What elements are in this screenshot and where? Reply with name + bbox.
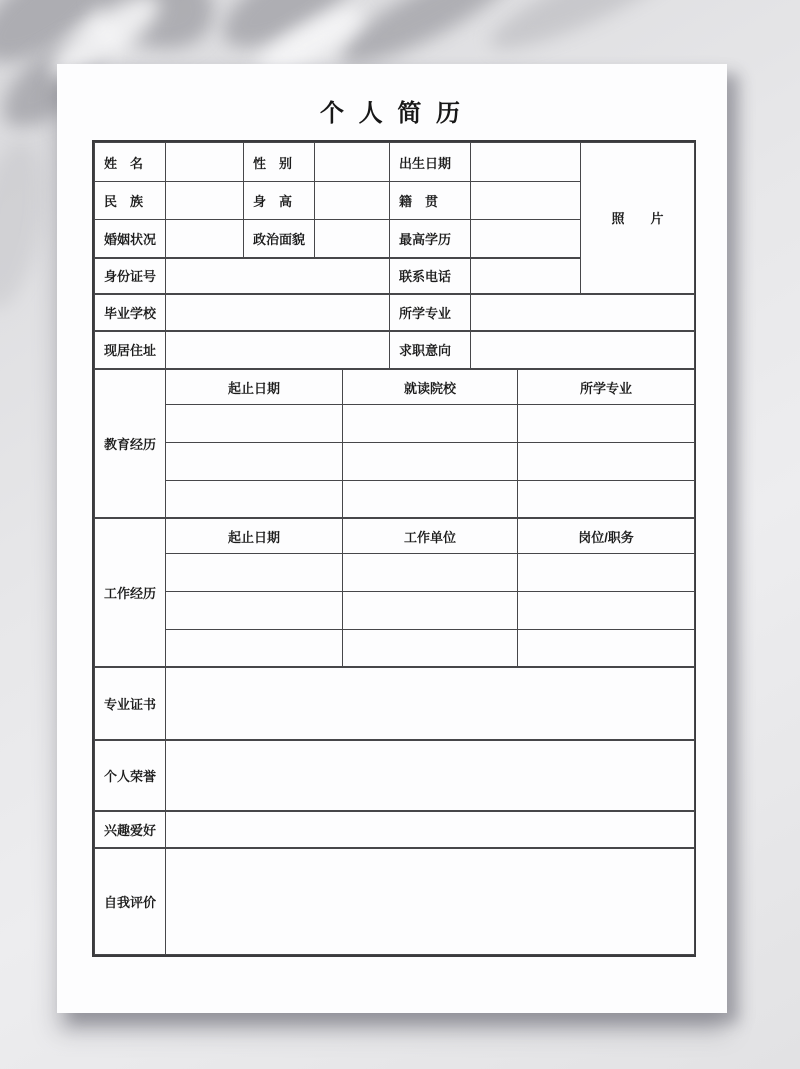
birthdate-value-cell bbox=[471, 143, 581, 182]
work-row-company-cell bbox=[343, 630, 518, 667]
edu-row-dates-cell bbox=[166, 481, 343, 518]
edu-header-major: 所学专业 bbox=[518, 370, 695, 405]
major-label: 所学专业 bbox=[390, 294, 471, 331]
highest-education-value-cell bbox=[471, 220, 581, 258]
work-row-dates-cell bbox=[166, 554, 343, 592]
native-place-value-cell bbox=[471, 182, 581, 220]
leaf-shadow bbox=[481, 0, 700, 65]
edu-row-major-cell bbox=[518, 481, 695, 518]
certificates-value-cell bbox=[166, 668, 695, 740]
leaf-shadow bbox=[0, 136, 54, 314]
work-row-position-cell bbox=[518, 630, 695, 667]
address-value-cell bbox=[166, 331, 390, 369]
gender-label: 性 别 bbox=[244, 143, 315, 182]
work-row-company-cell bbox=[343, 554, 518, 592]
id-number-label: 身份证号 bbox=[95, 258, 166, 294]
honors-label: 个人荣誉 bbox=[95, 740, 166, 811]
work-row-dates-cell bbox=[166, 630, 343, 667]
edu-header-school: 就读院校 bbox=[343, 370, 518, 405]
edu-row-major-cell bbox=[518, 443, 695, 481]
grad-school-value-cell bbox=[166, 294, 390, 331]
edu-row-school-cell bbox=[343, 405, 518, 443]
education-table bbox=[94, 369, 695, 518]
address-label: 现居住址 bbox=[95, 331, 166, 369]
job-intention-label: 求职意向 bbox=[390, 331, 471, 369]
page-title: 个 人 简 历 bbox=[319, 100, 464, 127]
name-value-cell bbox=[166, 143, 244, 182]
photo-cell: 照 片 bbox=[581, 143, 695, 294]
native-place-label: 籍 贯 bbox=[390, 182, 471, 220]
political-status-label: 政治面貌 bbox=[244, 220, 315, 258]
education-section-label: 教育经历 bbox=[95, 370, 166, 518]
highest-education-label: 最高学历 bbox=[390, 220, 471, 258]
extra-sections-table bbox=[94, 667, 695, 955]
id-number-value-cell bbox=[166, 258, 390, 294]
work-section-label: 工作经历 bbox=[95, 519, 166, 667]
work-row-company-cell bbox=[343, 592, 518, 630]
political-status-value-cell bbox=[315, 220, 390, 258]
marital-status-value-cell bbox=[166, 220, 244, 258]
edu-row-school-cell bbox=[343, 443, 518, 481]
work-row-position-cell bbox=[518, 554, 695, 592]
job-intention-value-cell bbox=[471, 331, 695, 369]
gender-value-cell bbox=[315, 143, 390, 182]
birthdate-label: 出生日期 bbox=[390, 143, 471, 182]
major-value-cell bbox=[471, 294, 695, 331]
height-value-cell bbox=[315, 182, 390, 220]
name-label: 姓 名 bbox=[95, 143, 166, 182]
work-row-position-cell bbox=[518, 592, 695, 630]
height-label: 身 高 bbox=[244, 182, 315, 220]
edu-row-major-cell bbox=[518, 405, 695, 443]
certificates-label: 专业证书 bbox=[95, 668, 166, 740]
resume-paper bbox=[57, 64, 727, 1013]
basic-info-table bbox=[94, 142, 695, 369]
hobbies-value-cell bbox=[166, 811, 695, 848]
marital-status-label: 婚姻状况 bbox=[95, 220, 166, 258]
work-table bbox=[94, 518, 695, 667]
edu-row-dates-cell bbox=[166, 405, 343, 443]
resume-form bbox=[92, 140, 696, 957]
ethnicity-label: 民 族 bbox=[95, 182, 166, 220]
ethnicity-value-cell bbox=[166, 182, 244, 220]
work-row-dates-cell bbox=[166, 592, 343, 630]
hobbies-label: 兴趣爱好 bbox=[95, 811, 166, 848]
edu-row-dates-cell bbox=[166, 443, 343, 481]
self-evaluation-label: 自我评价 bbox=[95, 848, 166, 955]
honors-value-cell bbox=[166, 740, 695, 811]
phone-value-cell bbox=[471, 258, 581, 294]
work-header-company: 工作单位 bbox=[343, 519, 518, 554]
self-evaluation-value-cell bbox=[166, 848, 695, 955]
work-header-dates: 起止日期 bbox=[166, 519, 343, 554]
grad-school-label: 毕业学校 bbox=[95, 294, 166, 331]
edu-header-dates: 起止日期 bbox=[166, 370, 343, 405]
phone-label: 联系电话 bbox=[390, 258, 471, 294]
work-header-position: 岗位/职务 bbox=[518, 519, 695, 554]
edu-row-school-cell bbox=[343, 481, 518, 518]
